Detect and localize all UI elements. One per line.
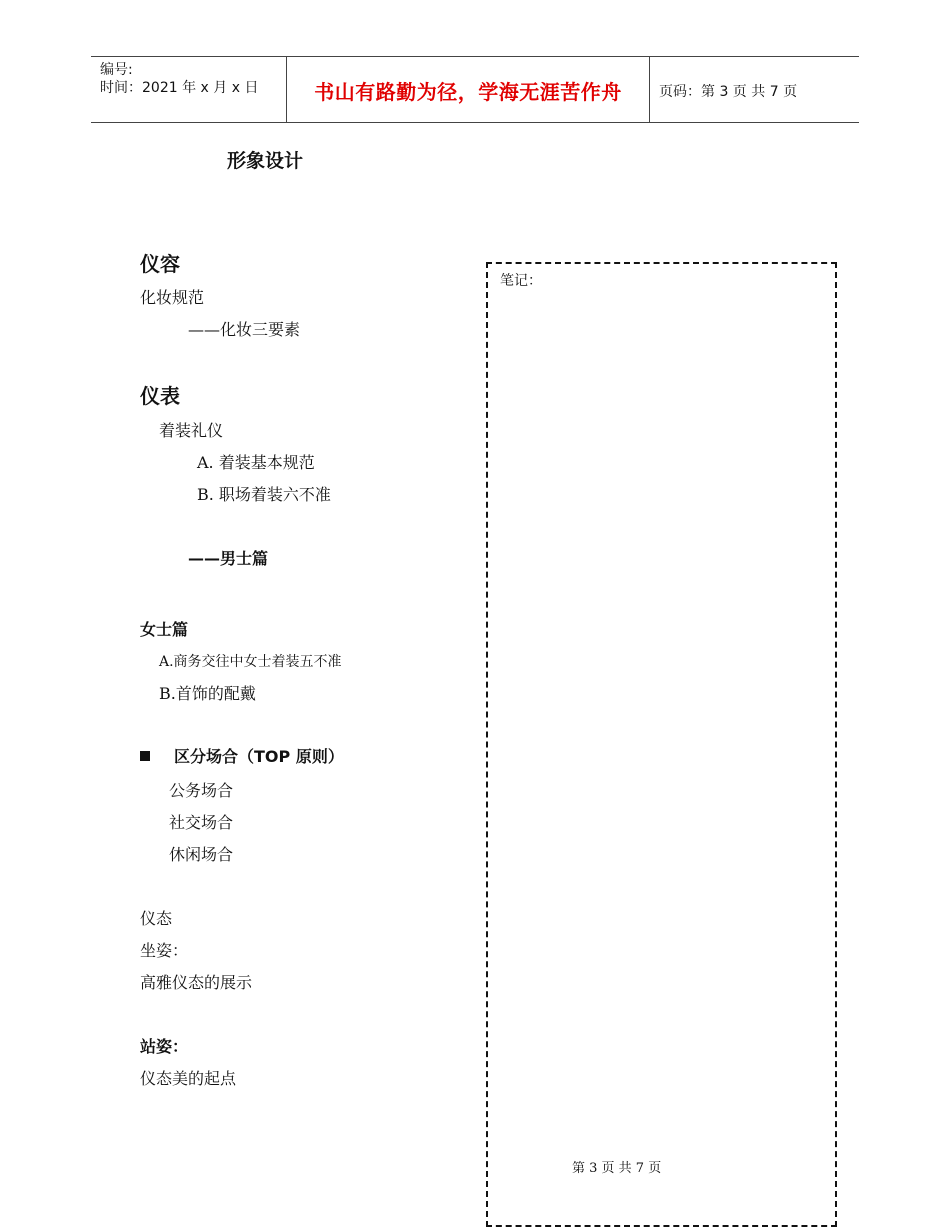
square-bullet-icon	[140, 751, 150, 761]
workplace-dress-six-donts: B. 职场着装六不准	[197, 485, 331, 504]
occasion-official: 公务场合	[169, 781, 234, 800]
standing-posture: 站姿：	[140, 1037, 189, 1056]
occasion-leisure: 休闲场合	[169, 845, 234, 864]
header-top-rule	[91, 56, 859, 57]
sitting-description: 高雅仪态的展示	[140, 973, 253, 992]
makeup-standard: 化妆规范	[140, 288, 205, 307]
page-footer: 第 3 页 共 7 页	[572, 1161, 662, 1176]
occasion-social: 社交场合	[169, 813, 234, 832]
doc-title: 形象设计	[227, 150, 304, 172]
men-section: ——男士篇	[188, 549, 269, 568]
jewelry-wearing: B.首饰的配戴	[159, 684, 256, 703]
header-number: 编号:	[100, 62, 133, 78]
women-section-heading: 女士篇	[140, 620, 189, 639]
makeup-three-elements: ——化妆三要素	[188, 320, 301, 339]
standing-description: 仪态美的起点	[140, 1069, 237, 1088]
dress-etiquette: 着装礼仪	[159, 421, 224, 440]
women-five-donts: A.商务交往中女士着装五不准	[159, 654, 342, 670]
section-heading-attire: 仪表	[140, 384, 180, 408]
posture-heading: 仪态	[140, 909, 173, 928]
header-motto: 书山有路勤为径，学海无涯苦作舟	[314, 80, 622, 104]
notes-label: 笔记：	[500, 273, 542, 289]
dress-basic-rules: A. 着装基本规范	[197, 453, 315, 472]
occasion-heading-text: 区分场合（TOP 原则）	[174, 747, 344, 766]
sitting-posture: 坐姿：	[140, 941, 189, 960]
section-heading-appearance: 仪容	[140, 252, 180, 276]
header-page-number: 页码：第 3 页 共 7 页	[659, 84, 798, 100]
notes-box[interactable]	[486, 262, 837, 1227]
header-bottom-rule	[91, 122, 859, 123]
occasion-heading	[140, 744, 344, 767]
header-time: 时间：2021 年 x 月 x 日	[100, 80, 259, 96]
header-divider-right	[649, 56, 650, 122]
